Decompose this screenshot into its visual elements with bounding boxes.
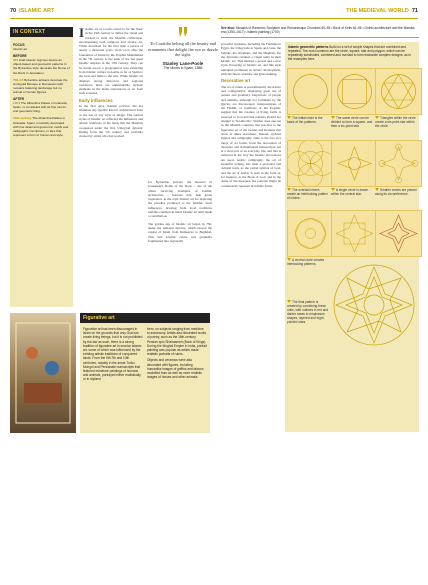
left-page-number: 70	[10, 8, 17, 14]
see-also-line: See also: Mosaics of Ravenna; Sculpture and Romanesque Churches 60–65 • Book of Kells 64–66 • Gothic architecture and the Mamluk era (1250–1517) • Islamic painting (1700)	[221, 26, 415, 35]
quote-source: The Moors in Spain, 1886	[163, 65, 203, 70]
right-page-number: 71	[411, 8, 418, 14]
subheading-decorative-art: Decorative art	[221, 78, 251, 84]
caption-5: A single circle is drawn within the central star.	[331, 188, 369, 196]
after-entry-1: 1354 The Alhambra Palace in Granada, Spain, is completed with its fine stucco and geometric tiling.	[13, 101, 68, 114]
caption-1: The initial circle is the basis of the patterns.	[287, 116, 323, 124]
early-influences-paragraph: In the first days, Islamic practice did not stimulate any specific kind of architectural form or the use of any style of image. The earliest styles of Islamic art reflected the influences and artistic traditions of the lands that the Muslims conquered under the first Umayyad dynasty. Dating from the 7th century and probably created by artists who had worked	[79, 104, 143, 139]
intro-paragraph: slamic art as a term ceased to be 'the West' in the 19th century to define the visual arts created to exalt the Muslim civilization, encompassing both religious and secular art. While described for the first time a period of nearly a thousand years, from soon after the foundation of Islam by the Prophet Muhammad in the 7th century to the peak of the last great Islamic empires in the 17th century. They can be found across a geographical area extending from Islamic culture in Arabia as far as Spain to the west and India to the east. While Islamic art displays strong historical and regional variations, there are unmistakable stylistic elements in the many expressions of art from such societies.	[79, 27, 143, 96]
before-entry-1: 691 Arab Islamic regimes devise an object-based and geometric patterns in the Byzantine style decorate the Dome of the Rock in Jerusalem.	[13, 58, 70, 75]
pull-quote	[148, 27, 218, 177]
pattern-step-3	[375, 68, 422, 115]
quote-text: To Cordoba belong all the beauty and ornaments that delight the eye or dazzle the sight.	[148, 41, 218, 58]
left-section-title: ISLAMIC ART	[19, 8, 55, 14]
see-also-rule	[221, 37, 419, 38]
pattern-step-6	[375, 140, 422, 187]
pattern-step-2	[331, 68, 378, 115]
right-page-header	[346, 6, 418, 16]
figurative-painting-image	[10, 313, 76, 433]
left-page-header	[10, 6, 54, 16]
manuscript-illustration	[10, 313, 76, 433]
geometric-intro: Islamic geometric patterns Build on a set of simple shapes that are combined and repeated. The most common are the circle, square, star and polygon, which can be repeatedly subdivided, combined and overlaid to form elaborate complex designs, as in the examples here.	[288, 45, 411, 62]
caption-8: The final pattern is created by combining these units, with outlines in red and darker areas to emphasize shapes, layered and eight-pointed stars.	[287, 300, 329, 324]
body-column-3	[221, 42, 281, 432]
focus-value: Islamic art	[13, 47, 28, 52]
caption-2: The same circle can be divided to form a square, and then a six-point star.	[331, 116, 373, 128]
figurative-col-1: Figurative art has been discouraged in Islam on the grounds that only God can create living beings, but it is not prohibited by the law as such, there is a strong tradition of figurative art in secular Islamic art, some of which was influenced by the existing artistic traditions of conquered lands. From the 9th-7th and 10th centuries, notably in the areas Turko-Mongol and Persianate manuscripts that featured miniature paintings of humans and animals, portrayed either realistically or in stylized	[83, 327, 143, 382]
subheading-early-influences: Early influences	[79, 97, 113, 103]
focus-label: FOCUS	[13, 43, 25, 47]
pattern-step-5	[331, 140, 378, 187]
figurative-art-title: Figurative art	[80, 313, 210, 323]
left-header-rule	[10, 18, 210, 19]
body-column-2	[148, 180, 212, 308]
before-label: BEFORE	[13, 54, 27, 59]
pattern-step-7	[287, 210, 334, 257]
figurative-col-2: form, on subjects ranging from medicine to astronomy. Artists also illustrated works of poetry, such as the 16th-century Persian epic Shahnameh (Book of Kings). During the Mughal Empire in India, portrait painting was popular as artists made realistic portraits of rulers. Objects and ceramics were also decorated with figures, including humanlike images of griffins and falcons modelled from as well as more realistic images of horses and other animals.	[147, 327, 207, 380]
quote-author: Stanley Lane-Poole	[162, 60, 204, 66]
star-pattern-icon	[331, 262, 417, 348]
pattern-step-1	[287, 68, 334, 115]
pattern-step-9	[375, 210, 422, 257]
sidebar-title: IN CONTEXT	[10, 27, 73, 37]
after-label: AFTER	[13, 97, 24, 102]
right-header-rule	[218, 18, 418, 19]
caption-7: A central circle creates interlocking patterns.	[287, 258, 325, 266]
in-context-sidebar	[10, 27, 73, 307]
final-pattern-illustration	[331, 262, 417, 348]
after-entry-2: 16th century The Alhambra Palace in Granada, Spain, is lavishly decorated with fine detail and geometric motifs and calligraphic inscriptions, in tiles that represent a form of human and style.	[13, 116, 69, 137]
right-section-title: THE MEDIEVAL WORLD	[346, 8, 409, 14]
pattern-step-8	[331, 210, 378, 257]
column-3-paragraph: powerful dynasties, including the Fatimids in Egypt, the Umayyads in Spain, and, later, the Seljuks, the Ottomans, and the Mughals. Yet the dynasties retained a visual unity in their Islamic art. This marked a period and a new style, flowering as Islamic art, and this style remained prominent in artistic development, with the finest ceramics and glass-making.	[221, 42, 281, 77]
pattern-step-4	[287, 140, 334, 187]
decorative-art-paragraph: The art of Islam is predominantly decorative and configurative, displaying great use of pattern and geometry. Depictions of people and animals, although not forbidden by the Qur'an, are discouraged. Interpretations of the Hadith, or traditions of the Prophet, suggest that the creation of living forms is reserved to God and that painters should not attempt to 'breathe life'. Neither does one see in the Muslim countries that reaction to the figurative art of the Greeks and Romans that arose at times elsewhere. Instead, stylized figures and calligraphy came to the fore in a range of art forms, from the decoration of mosques, and in illuminated manuscripts. Art is a vital part of an everyday life, and this is reflected in the way the Islamic decorations are used. Arabic calligraphy, the art of beautiful writing, has been a profound and cultural form, as the verbal symbol of God, and the art of Arabic is seen in the form as, for instance, at the Book of God, and in the dome of the mosques, the patterns might be continuously repeated in infinite forms.	[221, 84, 281, 188]
body-column-1	[79, 27, 143, 309]
column-2-paragraph-2: The golden age of Islamic art began in 750, under the Abbasid dynasty, which moved the capital of Islam from Damascus to Baghdad. This new Islamic centre was gradually fragmented into regionally	[148, 221, 212, 243]
caption-3: Triangles within the circle create a six-point star within the circle.	[375, 116, 416, 128]
caption-6: Smaller circles are placed along its circumference.	[375, 188, 417, 196]
figurative-art-box	[80, 313, 210, 433]
column-2-paragraph-1: for Byzantine patrons, the mosaics in Jerusalem's Dome of the Rock – one of the oldest surviving examples of Islamic architecture – features rich, lush green vegetation, in the style Islamic art for depicting the paradise promised to the faithful. Such influences, drawing from local traditions remains common in much Islamic art until made a contribution.	[148, 180, 212, 219]
caption-4: The overlaid circles create an interlocking pattern of circles.	[287, 188, 329, 200]
drop-cap: I	[79, 27, 85, 40]
before-entry-2: 706–15 Byzantine artisans decorate the Umayyad Mosque in Damascus with mosaics featuring landscape but no animal or human figures.	[13, 77, 68, 94]
quote-mark-icon	[179, 27, 187, 37]
